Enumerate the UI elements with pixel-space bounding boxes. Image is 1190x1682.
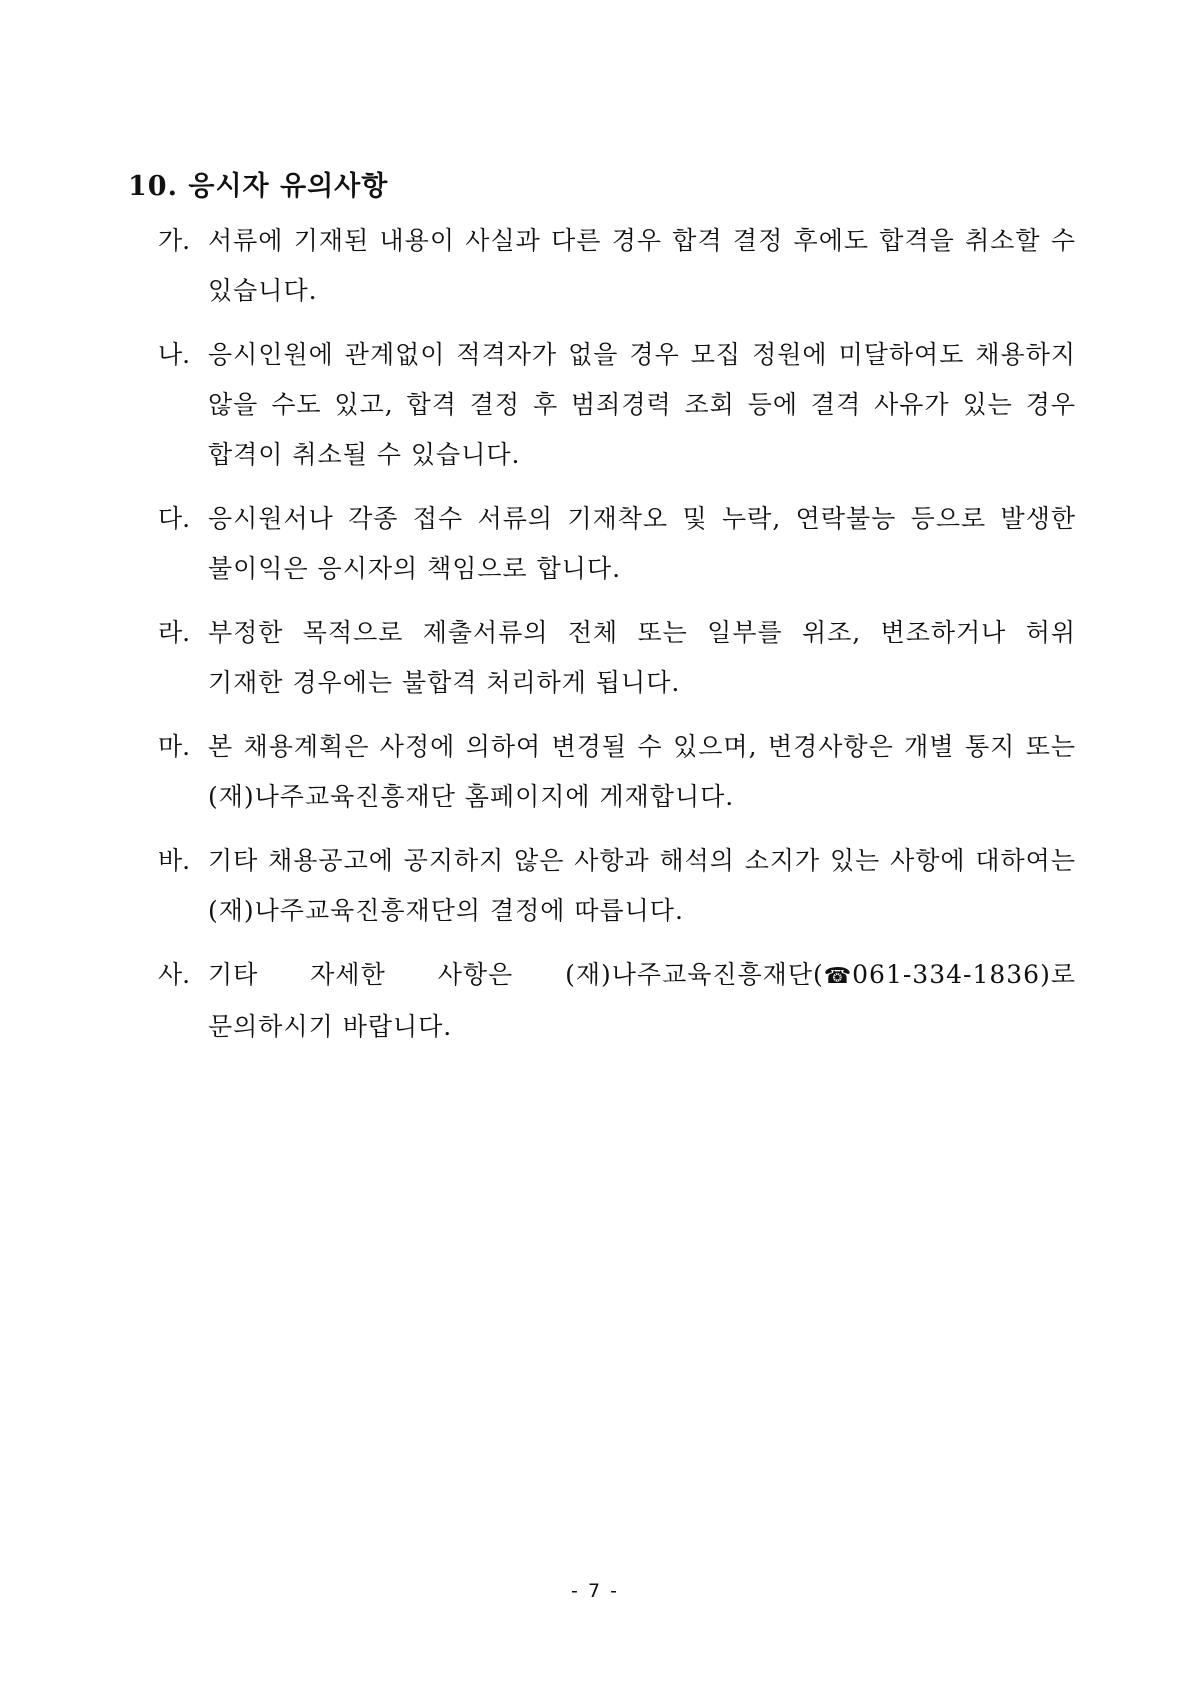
list-item [158,494,1076,594]
list-item [158,836,1076,936]
item-marker: 마. [158,732,191,761]
item-marker: 다. [158,504,191,533]
item-text: 기타 채용공고에 공지하지 않은 사항과 해석의 소지가 있는 사항에 대하여는 (재)나주교육진흥재단의 결정에 따릅니다. [208,846,1076,925]
list-item [158,330,1076,480]
contact-text-after: )로 문의하시기 바랍니다. [208,960,1076,1041]
contact-list-item [158,950,1076,1052]
contact-item-text [208,950,1076,1052]
phone-number: 061-334-1836 [852,960,1041,989]
item-text: 서류에 기재된 내용이 사실과 다른 경우 합격 결정 후에도 합격을 취소할 수 있습니다. [208,226,1076,305]
notice-list [158,216,1076,1066]
item-marker: 나. [158,340,191,369]
item-text: 본 채용계획은 사정에 의하여 변경될 수 있으며, 변경사항은 개별 통지 또는 (재)나주교육진흥재단 홈페이지에 게재합니다. [208,732,1076,811]
list-item [158,722,1076,822]
item-marker: 라. [158,618,191,647]
item-marker: 바. [158,846,191,875]
list-item [158,608,1076,708]
contact-text-before: 기타 자세한 사항은 (재)나주교육진흥재단( [208,960,824,989]
item-marker: 사. [158,960,191,989]
item-text: 부정한 목적으로 제출서류의 전체 또는 일부를 위조, 변조하거나 허위 기재한 경우에는 불합격 처리하게 됩니다. [208,618,1076,697]
page-number: - 7 - [571,1580,619,1602]
list-item [158,216,1076,316]
telephone-icon: ☎ [823,964,853,989]
item-marker: 가. [158,226,191,255]
section-title: 10. 응시자 유의사항 [128,171,389,202]
item-text: 응시원서나 각종 접수 서류의 기재착오 및 누락, 연락불능 등으로 발생한 불이익은 응시자의 책임으로 합니다. [208,504,1076,583]
item-text: 응시인원에 관계없이 적격자가 없을 경우 모집 정원에 미달하여도 채용하지 않을 수도 있고, 합격 결정 후 범죄경력 조회 등에 결격 사유가 있는 경우 합격이 취소될 수 있습니다. [208,340,1076,469]
